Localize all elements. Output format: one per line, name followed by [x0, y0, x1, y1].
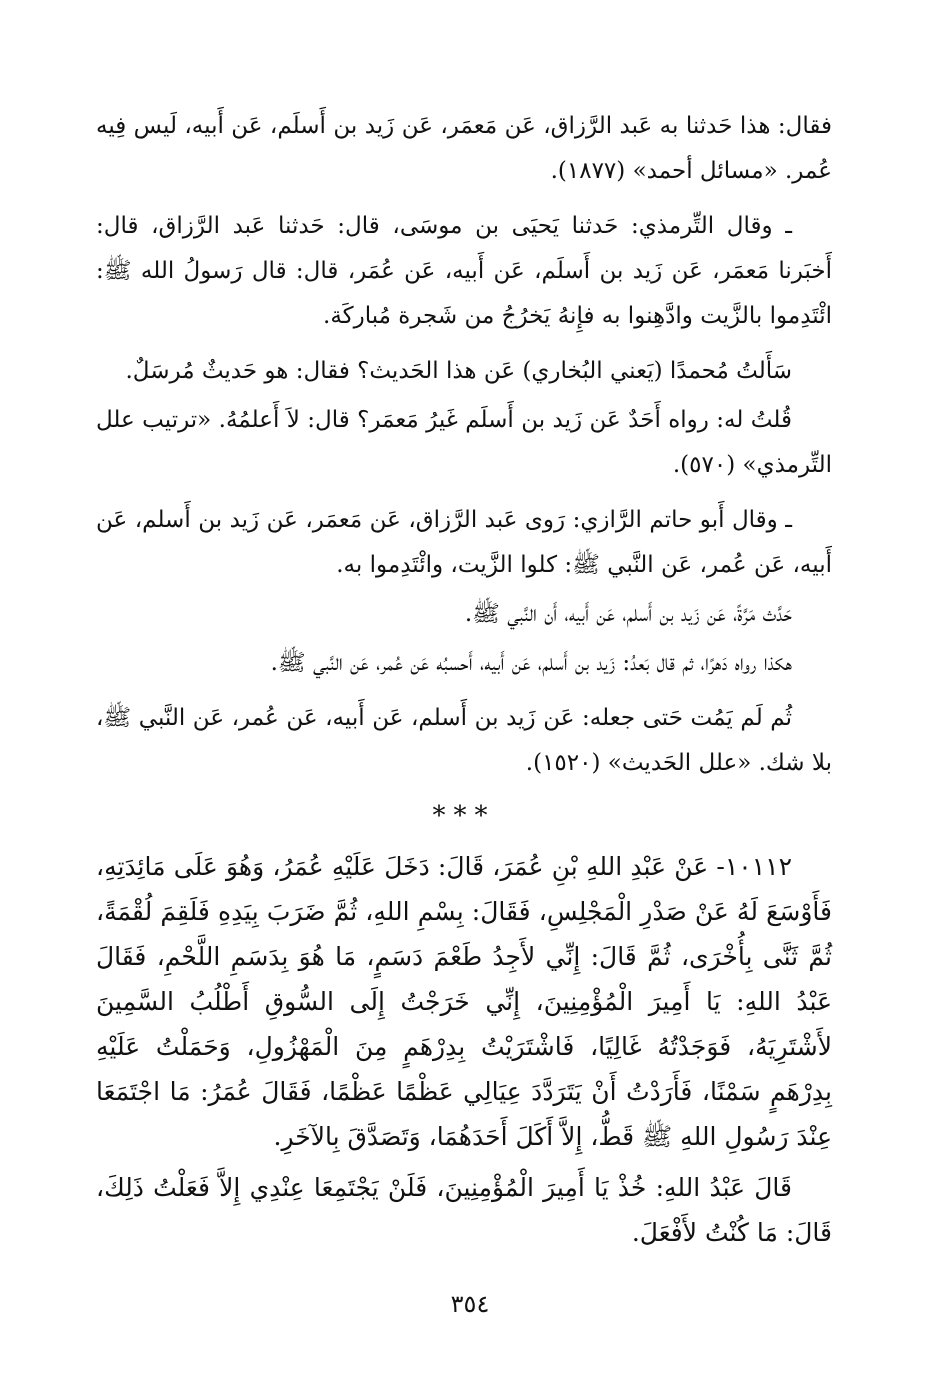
commentary-paragraph-1: فقال: هذا حَدثنا به عَبد الرَّزاق، عَن مَعمَر، عَن زَيد بن أَسلَم، عَن أَبيه، لَيس فِيه عُمر. «مسائل أحمد» (١٨٧٧).	[96, 113, 832, 184]
commentary-paragraph-4: قُلتُ له: رواه أَحَدٌ عَن زَيد بن أَسلَم غَيرُ مَعمَر؟ قال: لاَ أَعلمُهُ. «ترتيب علل التِّرمذي» (٥٧٠).	[96, 407, 832, 478]
commentary-paragraph-7: هكذا رواه دَهرًا، ثم قال بَعدُ: زَيد بن أَسلم، عَن أَبيه، أَحسبُه عَن عُمر، عَن النَّبي ﷺ.	[270, 650, 792, 676]
commentary-paragraph-8: ثُم لَم يَمُت حَتى جعله: عَن زَيد بن أَسلم، عَن أَبيه، عَن عُمر، عَن النَّبي ﷺ، بلا شك. «علل الحَديث» (١٥٢٠).	[96, 705, 832, 776]
section-separator: ***	[432, 801, 496, 831]
hadith-continuation: قَالَ عَبْدُ اللهِ: خُذْ يَا أَمِيرَ الْمُؤْمِنِينَ، فَلَنْ يَجْتَمِعَا عِنْدِي إِلاَّ فَعَلْتُ ذَلِكَ، قَالَ: مَا كُنْتُ لأَفْعَلَ.	[96, 1173, 832, 1247]
commentary-paragraph-3: سَأَلتُ مُحمدًا (يَعني البُخاري) عَن هذا الحَديث؟ فقال: هو حَديثٌ مُرسَلٌ.	[125, 358, 792, 384]
hadith-text: ١٠١١٢- عَنْ عَبْدِ اللهِ بْنِ عُمَرَ، قَالَ: دَخَلَ عَلَيْهِ عُمَرُ، وَهُوَ عَلَى مَائِدَتِهِ، فَأَوْسَعَ لَهُ عَنْ صَدْرِ الْمَجْلِسِ، فَقَالَ: بِسْمِ اللهِ، ثُمَّ ضَرَبَ بِيَدِهِ فَلَقِمَ لُقْمَةً، ثُمَّ ثَنَّى بِأُخْرَى، ثُمَّ قَالَ: إِنِّي لأَجِدُ طَعْمَ دَسَمٍ، مَا هُوَ بِدَسَمِ اللَّحْمِ، فَقَالَ عَبْدُ اللهِ: يَا أَمِيرَ الْمُؤْمِنِينَ، إِنِّي خَرَجْتُ إِلَى السُّوقِ أَطْلُبُ السَّمِينَ لأَشْتَرِيَهُ، فَوَجَدْتُهُ غَالِيًا، فَاشْتَرَيْتُ بِدِرْهَمٍ مِنَ الْمَهْزُولِ، وَحَمَلْتُ عَلَيْهِ بِدِرْهَمٍ سَمْنًا، فَأَرَدْتُ أَنْ يَتَرَدَّدَ عِيَالِي عَظْمًا عَظْمًا، فَقَالَ عُمَرُ: مَا اجْتَمَعَا عِنْدَ رَسُولِ اللهِ ﷺ قَطُّ، إِلاَّ أَكَلَ أَحَدَهُمَا، وَتَصَدَّقَ بِالآخَرِ.	[96, 852, 832, 1151]
commentary-paragraph-2: ـ وقال التِّرمذي: حَدثنا يَحيَى بن موسَى، قال: حَدثنا عَبد الرَّزاق، قال: أَخبَرنا مَعمَر، عَن زَيد بن أَسلَم، عَن أَبيه، عَن عُمَر، قال: قال رَسولُ الله ﷺ: ائْتَدِموا بالزَّيت وادَّهِنوا به فإِنهُ يَخرُجُ من شَجرة مُباركَة.	[96, 213, 832, 329]
page-number: ٣٥٤	[450, 1290, 490, 1318]
commentary-paragraph-6: حَدَّث مَرَّةً، عَن زَيد بن أَسلم، عَن أَبيه، أَن النَّبي ﷺ.	[464, 601, 792, 627]
commentary-paragraph-5: ـ وقال أَبو حاتم الرَّازي: رَوى عَبد الرَّزاق، عَن مَعمَر، عَن زَيد بن أَسلم، عَن أَبيه، عَن عُمر، عَن النَّبي ﷺ: كلوا الزَّيت، وائْتَدِموا به.	[96, 507, 832, 578]
